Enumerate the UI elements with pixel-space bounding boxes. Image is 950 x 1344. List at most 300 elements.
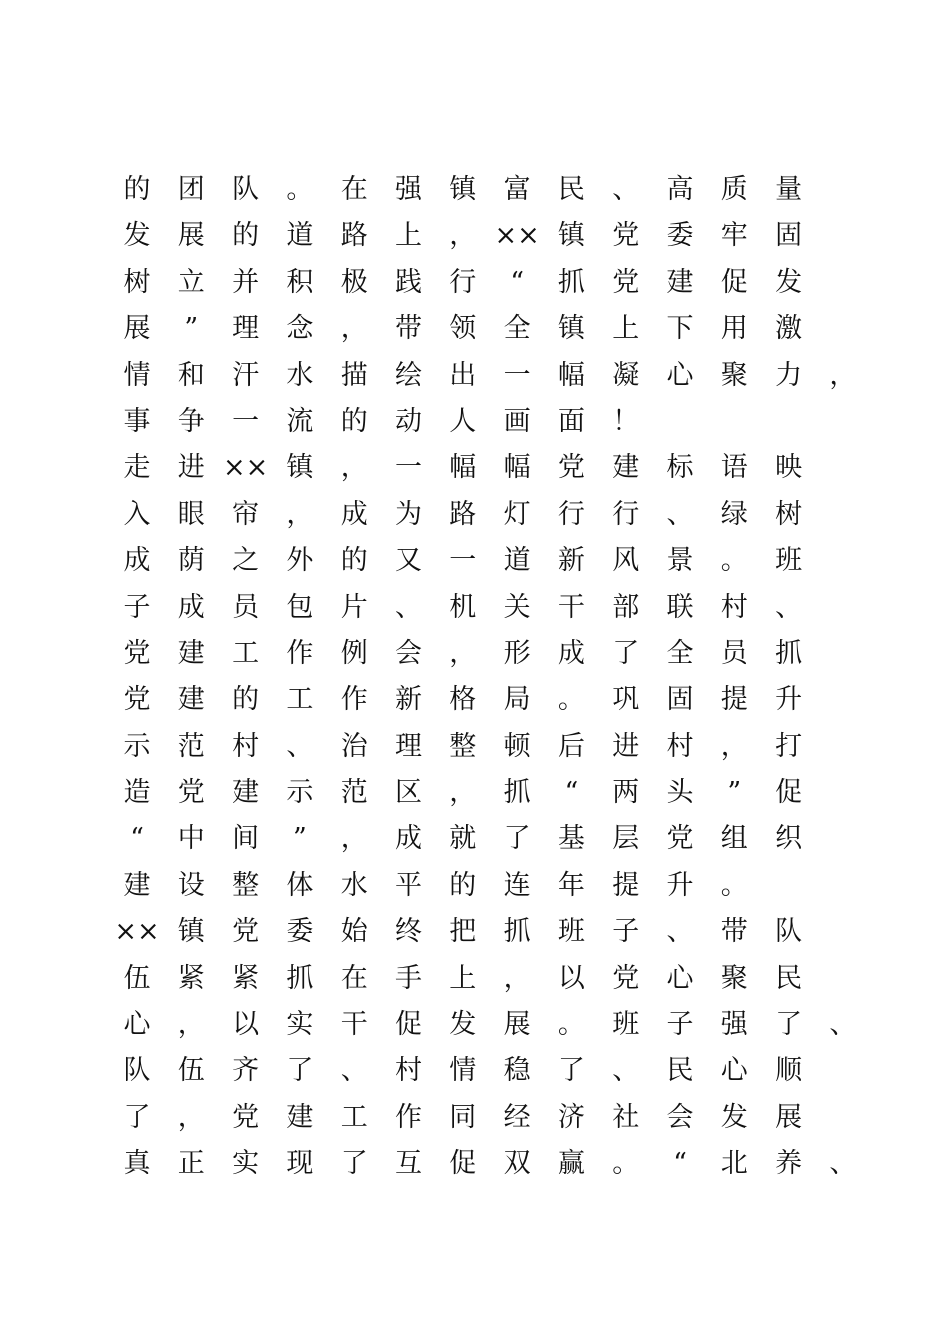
text-char: 牢 bbox=[720, 220, 748, 252]
text-char: ， bbox=[829, 359, 857, 391]
text-char: 描 bbox=[340, 359, 368, 391]
text-char: 的 bbox=[123, 174, 151, 205]
text-line bbox=[110, 1141, 870, 1187]
text-char: 养 bbox=[775, 1148, 803, 1180]
text-char: 班 bbox=[612, 1009, 640, 1041]
text-char: 心 bbox=[720, 1055, 748, 1087]
text-char: 念 bbox=[286, 313, 314, 345]
text-char: 激 bbox=[775, 313, 803, 345]
text-char: 民 bbox=[666, 1055, 694, 1087]
text-char: 机 bbox=[449, 591, 477, 623]
text-char: 聚 bbox=[720, 962, 748, 994]
text-char: 党 bbox=[557, 452, 585, 484]
text-char: 一 bbox=[232, 405, 260, 437]
text-char: 心 bbox=[666, 359, 694, 391]
text-char: 。 bbox=[720, 869, 748, 901]
text-char: 情 bbox=[449, 1055, 477, 1087]
text-char: 包 bbox=[286, 591, 314, 623]
text-char: ， bbox=[177, 1101, 205, 1133]
text-line bbox=[110, 631, 870, 677]
text-char: 建 bbox=[177, 637, 205, 669]
text-char: 并 bbox=[232, 266, 260, 298]
text-char: 展 bbox=[775, 1101, 803, 1133]
text-char: 干 bbox=[557, 591, 585, 623]
body-text bbox=[110, 167, 870, 1188]
text-char: 真 bbox=[123, 1148, 151, 1180]
text-line bbox=[110, 724, 870, 770]
text-char: 赢 bbox=[557, 1148, 585, 1180]
text-char: 北 bbox=[720, 1148, 748, 1180]
text-char: 凝 bbox=[612, 359, 640, 391]
text-char: 抓 bbox=[503, 777, 531, 809]
text-char: 动 bbox=[395, 405, 422, 437]
text-char: 紧 bbox=[232, 962, 260, 994]
text-char: 标 bbox=[666, 452, 694, 484]
text-char: 成 bbox=[395, 823, 422, 855]
text-char: 力 bbox=[775, 359, 803, 391]
text-char: 镇 bbox=[286, 452, 314, 484]
text-char: 子 bbox=[123, 591, 151, 623]
text-char: 路 bbox=[449, 498, 477, 530]
text-char: 一 bbox=[395, 452, 422, 484]
text-char: 行 bbox=[557, 498, 585, 530]
text-char: 的 bbox=[449, 869, 477, 901]
text-char: 委 bbox=[666, 220, 694, 252]
text-char: 了 bbox=[612, 637, 640, 669]
text-char: 会 bbox=[395, 637, 422, 669]
text-char: 工 bbox=[232, 637, 260, 669]
text-char: 顺 bbox=[775, 1055, 803, 1087]
text-char: 在 bbox=[340, 174, 368, 205]
text-char: 。 bbox=[612, 1148, 640, 1180]
text-char: 稳 bbox=[503, 1055, 531, 1087]
text-char: ” bbox=[727, 777, 742, 809]
text-line bbox=[110, 213, 870, 259]
text-char: 争 bbox=[177, 405, 205, 437]
text-char: 队 bbox=[123, 1055, 151, 1087]
text-char: 促 bbox=[449, 1148, 477, 1180]
text-char: 体 bbox=[286, 869, 314, 901]
text-char: “ bbox=[673, 1148, 687, 1180]
text-char: 上 bbox=[395, 220, 422, 252]
text-char: 流 bbox=[286, 405, 314, 437]
text-line bbox=[110, 1048, 870, 1094]
text-char: 为 bbox=[395, 498, 422, 530]
text-char: 固 bbox=[666, 684, 694, 716]
text-char: 作 bbox=[340, 684, 368, 716]
text-char: 村 bbox=[666, 730, 694, 762]
text-char: 带 bbox=[395, 313, 422, 345]
text-char: 建 bbox=[123, 869, 151, 901]
text-char: 形 bbox=[503, 637, 531, 669]
text-char: 聚 bbox=[720, 359, 748, 391]
text-char: ， bbox=[340, 452, 368, 484]
text-char: 幅 bbox=[449, 452, 477, 484]
text-char: 了 bbox=[340, 1148, 368, 1180]
text-char: 、 bbox=[829, 1009, 857, 1041]
text-char: 打 bbox=[775, 730, 803, 762]
text-char: 员 bbox=[720, 637, 748, 669]
text-char: 抓 bbox=[775, 637, 803, 669]
text-char: 组 bbox=[720, 823, 748, 855]
text-char: 促 bbox=[720, 266, 748, 298]
text-char: 抓 bbox=[557, 266, 585, 298]
text-char: 面 bbox=[557, 405, 585, 437]
text-char: 进 bbox=[177, 452, 205, 484]
text-char: 汗 bbox=[232, 359, 260, 391]
text-char: 、 bbox=[395, 591, 422, 623]
text-char: ×× bbox=[494, 220, 540, 252]
text-char: 团 bbox=[177, 174, 205, 205]
text-char: 质 bbox=[720, 174, 748, 205]
text-char: 一 bbox=[503, 359, 531, 391]
text-char: 范 bbox=[177, 730, 205, 762]
text-char: 成 bbox=[177, 591, 205, 623]
text-char: 党 bbox=[666, 823, 694, 855]
text-char: 强 bbox=[720, 1009, 748, 1041]
text-line bbox=[110, 399, 870, 445]
text-char: 紧 bbox=[177, 962, 205, 994]
text-char: 整 bbox=[232, 869, 260, 901]
text-char: 积 bbox=[286, 266, 314, 298]
text-line bbox=[110, 167, 870, 213]
text-char: 局 bbox=[503, 684, 531, 716]
text-char: 党 bbox=[612, 220, 640, 252]
text-char: 党 bbox=[123, 684, 151, 716]
text-char: 、 bbox=[666, 916, 694, 948]
text-char: 新 bbox=[557, 545, 585, 577]
text-char: 幅 bbox=[557, 359, 585, 391]
text-char: 层 bbox=[612, 823, 640, 855]
text-char: 展 bbox=[503, 1009, 531, 1041]
text-char: 固 bbox=[775, 220, 803, 252]
text-line bbox=[110, 909, 870, 955]
text-char: 、 bbox=[829, 1148, 857, 1180]
text-char: 两 bbox=[612, 777, 640, 809]
text-char: ， bbox=[503, 962, 531, 994]
text-char: 外 bbox=[286, 545, 314, 577]
text-line bbox=[110, 1095, 870, 1141]
text-line bbox=[110, 956, 870, 1002]
text-char: 灯 bbox=[503, 498, 531, 530]
text-line bbox=[110, 445, 870, 491]
text-char: 展 bbox=[123, 313, 151, 345]
text-char: 风 bbox=[612, 545, 640, 577]
text-char: 行 bbox=[449, 266, 477, 298]
text-char: ×× bbox=[114, 916, 160, 948]
text-char: 手 bbox=[395, 962, 422, 994]
text-char: 镇 bbox=[177, 916, 205, 948]
text-char: “ bbox=[564, 777, 579, 809]
text-char: 全 bbox=[503, 313, 531, 345]
text-char: 践 bbox=[395, 266, 422, 298]
text-char: “ bbox=[510, 266, 524, 298]
text-char: 、 bbox=[775, 591, 803, 623]
text-char: 员 bbox=[232, 591, 260, 623]
text-char: 理 bbox=[395, 730, 422, 762]
text-char: 道 bbox=[503, 545, 531, 577]
text-char: 片 bbox=[340, 591, 368, 623]
text-char: 平 bbox=[395, 869, 422, 901]
text-char: 人 bbox=[449, 405, 477, 437]
text-char: 整 bbox=[449, 730, 477, 762]
text-char: 帘 bbox=[232, 498, 260, 530]
text-line bbox=[110, 538, 870, 584]
text-char: 在 bbox=[340, 962, 368, 994]
text-char: 事 bbox=[123, 405, 151, 437]
text-char: 的 bbox=[340, 405, 368, 437]
text-char: ， bbox=[720, 730, 748, 762]
text-char: 以 bbox=[557, 962, 585, 994]
text-char: 立 bbox=[177, 266, 205, 298]
text-char: 景 bbox=[666, 545, 694, 577]
text-char: 示 bbox=[123, 730, 151, 762]
text-line bbox=[110, 863, 870, 909]
text-char: 。 bbox=[720, 545, 748, 577]
text-char: 作 bbox=[395, 1101, 422, 1133]
text-char: 路 bbox=[340, 220, 368, 252]
text-char: 实 bbox=[286, 1009, 314, 1041]
text-char: 年 bbox=[557, 869, 585, 901]
text-char: 绿 bbox=[720, 498, 748, 530]
text-char: “ bbox=[130, 823, 144, 855]
text-char: 之 bbox=[232, 545, 260, 577]
text-char: 发 bbox=[449, 1009, 477, 1041]
text-char: 联 bbox=[666, 591, 694, 623]
text-char: 领 bbox=[449, 313, 477, 345]
text-char: 镇 bbox=[449, 174, 477, 205]
text-char: 伍 bbox=[177, 1055, 205, 1087]
text-char: 建 bbox=[177, 684, 205, 716]
text-char: 织 bbox=[775, 823, 803, 855]
text-char: 镇 bbox=[557, 220, 585, 252]
text-char: 幅 bbox=[503, 452, 531, 484]
text-char: 树 bbox=[775, 498, 803, 530]
text-char: 村 bbox=[395, 1055, 422, 1087]
text-char: 情 bbox=[123, 359, 151, 391]
text-char: 格 bbox=[449, 684, 477, 716]
text-char: ， bbox=[340, 823, 368, 855]
text-char: 子 bbox=[612, 916, 640, 948]
text-char: 入 bbox=[123, 498, 151, 530]
text-char: 走 bbox=[123, 452, 151, 484]
text-char: ， bbox=[449, 220, 477, 252]
text-char: 党 bbox=[123, 637, 151, 669]
text-char: ” bbox=[292, 823, 307, 855]
text-char: 党 bbox=[177, 777, 205, 809]
text-char: 齐 bbox=[232, 1055, 260, 1087]
text-char: 成 bbox=[340, 498, 368, 530]
text-char: 上 bbox=[449, 962, 477, 994]
text-char: 出 bbox=[449, 359, 477, 391]
text-char: 、 bbox=[612, 1055, 640, 1087]
text-char: 极 bbox=[340, 266, 368, 298]
text-char: 社 bbox=[612, 1101, 640, 1133]
text-char: 造 bbox=[123, 777, 151, 809]
text-char: 工 bbox=[286, 684, 314, 716]
text-char: 。 bbox=[557, 684, 585, 716]
text-char: 发 bbox=[123, 220, 151, 252]
text-char: 委 bbox=[286, 916, 314, 948]
text-char: 心 bbox=[666, 962, 694, 994]
text-char: 巩 bbox=[612, 684, 640, 716]
text-char: 实 bbox=[232, 1148, 260, 1180]
text-char: 了 bbox=[123, 1101, 151, 1133]
text-char: 党 bbox=[612, 266, 640, 298]
text-char: 建 bbox=[232, 777, 260, 809]
text-char: 和 bbox=[177, 359, 205, 391]
text-char: 示 bbox=[286, 777, 314, 809]
text-char: 成 bbox=[123, 545, 151, 577]
text-char: ， bbox=[340, 313, 368, 345]
text-char: 工 bbox=[340, 1101, 368, 1133]
text-char: 间 bbox=[232, 823, 260, 855]
text-line bbox=[110, 306, 870, 352]
text-char: 镇 bbox=[557, 313, 585, 345]
text-char: 富 bbox=[503, 174, 531, 205]
text-char: 了 bbox=[286, 1055, 314, 1087]
text-char: 的 bbox=[232, 684, 260, 716]
text-char: 同 bbox=[449, 1101, 477, 1133]
text-line bbox=[110, 1002, 870, 1048]
text-char: 行 bbox=[612, 498, 640, 530]
text-char: 中 bbox=[177, 823, 205, 855]
text-char: 治 bbox=[340, 730, 368, 762]
text-char: ， bbox=[177, 1009, 205, 1041]
text-char: 建 bbox=[666, 266, 694, 298]
text-char: 带 bbox=[720, 916, 748, 948]
text-char: 抓 bbox=[503, 916, 531, 948]
text-char: 后 bbox=[557, 730, 585, 762]
text-char: 又 bbox=[395, 545, 422, 577]
text-char: 高 bbox=[666, 174, 694, 205]
text-char: 促 bbox=[395, 1009, 422, 1041]
text-char: 头 bbox=[666, 777, 694, 809]
text-char: 班 bbox=[557, 916, 585, 948]
text-char: ， bbox=[449, 777, 477, 809]
text-char: 、 bbox=[340, 1055, 368, 1087]
text-char: 部 bbox=[612, 591, 640, 623]
text-char: 用 bbox=[720, 313, 748, 345]
text-char: 建 bbox=[286, 1101, 314, 1133]
text-char: 民 bbox=[557, 174, 585, 205]
text-char: 经 bbox=[503, 1101, 531, 1133]
text-char: 了 bbox=[557, 1055, 585, 1087]
text-char: 升 bbox=[775, 684, 803, 716]
text-char: 促 bbox=[775, 777, 803, 809]
text-char: 队 bbox=[775, 916, 803, 948]
text-char: 互 bbox=[395, 1148, 422, 1180]
text-char: 全 bbox=[666, 637, 694, 669]
text-char: 班 bbox=[775, 545, 803, 577]
text-char: 发 bbox=[775, 266, 803, 298]
text-char: 党 bbox=[232, 1101, 260, 1133]
text-char: 道 bbox=[286, 220, 314, 252]
text-char: 了 bbox=[775, 1009, 803, 1041]
text-char: 语 bbox=[720, 452, 748, 484]
text-char: 量 bbox=[775, 174, 803, 205]
text-char: 提 bbox=[720, 684, 748, 716]
text-char: 队 bbox=[232, 174, 260, 205]
text-char: ” bbox=[184, 313, 199, 345]
text-char: 终 bbox=[395, 916, 422, 948]
text-char: 以 bbox=[232, 1009, 260, 1041]
text-char: ， bbox=[449, 637, 477, 669]
text-char: 荫 bbox=[177, 545, 205, 577]
text-char: 。 bbox=[286, 174, 314, 205]
text-char: 伍 bbox=[123, 962, 151, 994]
text-char: 子 bbox=[666, 1009, 694, 1041]
text-char: 建 bbox=[612, 452, 640, 484]
text-char: 设 bbox=[177, 869, 205, 901]
text-char: 会 bbox=[666, 1101, 694, 1133]
text-char: 村 bbox=[232, 730, 260, 762]
text-char: 成 bbox=[557, 637, 585, 669]
text-char: 正 bbox=[177, 1148, 205, 1180]
text-char: 映 bbox=[775, 452, 803, 484]
text-char: 眼 bbox=[177, 498, 205, 530]
text-char: 党 bbox=[612, 962, 640, 994]
text-char: 、 bbox=[286, 730, 314, 762]
text-char: 关 bbox=[503, 591, 531, 623]
text-char: 党 bbox=[232, 916, 260, 948]
text-char: 提 bbox=[612, 869, 640, 901]
text-char: 干 bbox=[340, 1009, 368, 1041]
text-char: ！ bbox=[612, 405, 640, 437]
text-char: 强 bbox=[395, 174, 422, 205]
text-char: 现 bbox=[286, 1148, 314, 1180]
text-char: 抓 bbox=[286, 962, 314, 994]
text-char: 发 bbox=[720, 1101, 748, 1133]
text-char: 的 bbox=[232, 220, 260, 252]
text-line bbox=[110, 677, 870, 723]
text-char: 村 bbox=[720, 591, 748, 623]
text-char: 基 bbox=[557, 823, 585, 855]
text-char: 把 bbox=[449, 916, 477, 948]
text-char: ， bbox=[286, 498, 314, 530]
text-char: 的 bbox=[340, 545, 368, 577]
text-char: 顿 bbox=[503, 730, 531, 762]
text-line bbox=[110, 492, 870, 538]
text-char: 连 bbox=[503, 869, 531, 901]
text-char: 下 bbox=[666, 313, 694, 345]
text-char: 心 bbox=[123, 1009, 151, 1041]
text-char: 始 bbox=[340, 916, 368, 948]
text-char: 进 bbox=[612, 730, 640, 762]
text-line bbox=[110, 770, 870, 816]
text-char: 、 bbox=[666, 498, 694, 530]
text-char: ×× bbox=[222, 452, 269, 484]
text-char: 民 bbox=[775, 962, 803, 994]
text-char: 展 bbox=[177, 220, 205, 252]
text-line bbox=[110, 353, 870, 399]
text-char: 水 bbox=[286, 359, 314, 391]
text-char: 新 bbox=[395, 684, 422, 716]
text-char: 双 bbox=[503, 1148, 531, 1180]
text-char: 了 bbox=[503, 823, 531, 855]
text-char: 升 bbox=[666, 869, 694, 901]
text-line bbox=[110, 585, 870, 631]
text-line bbox=[110, 816, 870, 862]
text-char: 画 bbox=[503, 405, 531, 437]
text-char: 上 bbox=[612, 313, 640, 345]
text-char: 区 bbox=[395, 777, 422, 809]
text-char: 、 bbox=[612, 174, 640, 205]
text-char: 济 bbox=[557, 1101, 585, 1133]
text-char: 水 bbox=[340, 869, 368, 901]
text-char: 例 bbox=[340, 637, 368, 669]
text-char: 。 bbox=[557, 1009, 585, 1041]
